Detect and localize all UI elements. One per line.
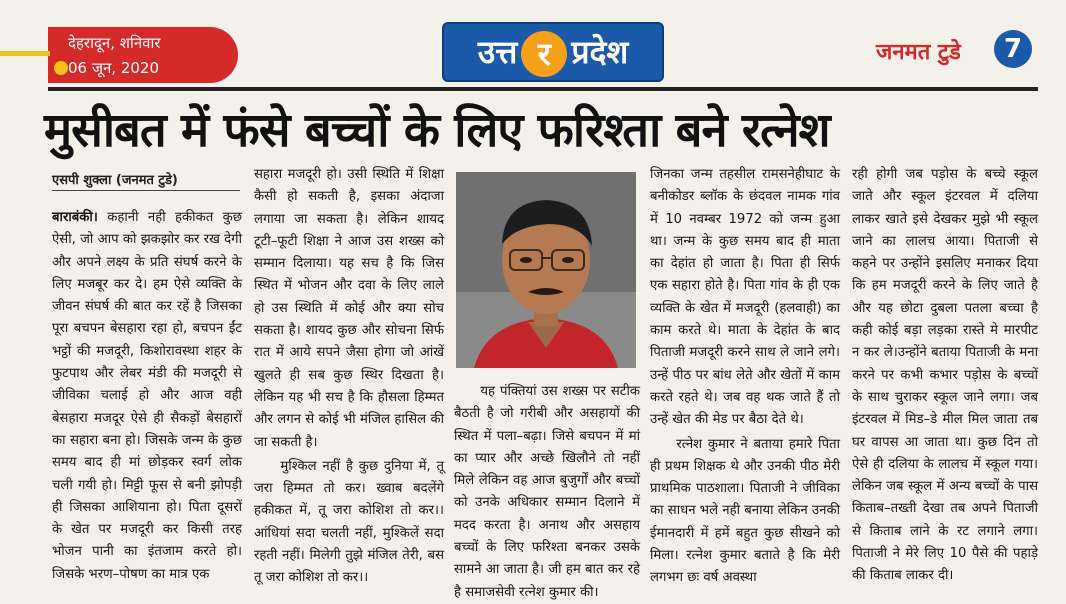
column-4-para-2: रत्नेश कुमार ने बताया हमारे पिता ही प्रथम शिक्षक थे और उनकी पीठ मेरी प्राथमिक पाठशाला। पिताजी ने जीविका का साधन भले नही बनाया लेकिन उनकी ईमानदारी में हमें बहुत कुछ सीखने को मिला। रत्नेश कुमार बताते है कि मेरी लगभग छः वर्ष अवस्था: [650, 436, 840, 586]
byline: एसपी शुक्ला (जनमत टुडे): [52, 173, 178, 188]
sun-icon: [54, 61, 68, 75]
column-1-text: कहानी नही हकीकत कुछ ऐसी, जो आप को झकझोर कर रख देगी और अपने लक्ष्य के प्रति संघर्ष करने के लिए मजबूर कर दे। हम ऐसे व्यक्ति के जीवन संघर्ष की बात कर रहें है जिसका पूरा बचपन बेसहारा रहा हो, बचपन ईंट भट्ठों की मजदूरी, किशोरावस्था शहर के फुटपाथ और लेबर मंडी की मजदूरी से जीविका चलाई हो और आज वही बेसहारा मजदूर ऐसे ही सैकड़ों बेसहारों का सहारा बना हो। जिसके जन्म के कुछ समय बाद ही मां छोड़कर स्वर्ग लोक चली गयी हो। मिट्टी फूस से बनी झोपड़ी ही जिसका आशियाना हो। पिता दूसरों के खेत पर मजदूरी कर किसी तरह भोजन पानी का इंतजाम करते हो। जिसके भरण–पोषण का मात्र एक: [52, 210, 242, 582]
date-banner: [48, 27, 238, 83]
banner-stripe: [0, 51, 50, 56]
byline-rule: [52, 190, 240, 191]
portrait-photo: [456, 172, 636, 368]
logo-right: प्रदेश: [571, 33, 629, 71]
logo-left: उत्त: [477, 33, 518, 71]
page-number: 7: [994, 30, 1032, 68]
article-column-1: [52, 207, 242, 586]
logo-mid: र: [521, 31, 567, 77]
article-column-4: [650, 164, 840, 590]
column-4-para-1: जिनका जन्म तहसील रामसनेहीघाट के बनीकोडर ब्लॉक के छंदवल नामक गांव में 10 नवम्बर 1972 को जन्म हुआ था। जन्म के कुछ समय बाद ही माता का देहांत हो जाता है। पिता ही सिर्फ एक सहारा होते है। पिता गांव के ही एक व्यक्ति के खेत में मजदूरी (हलवाही) का काम करते थे। माता के देहांत के बाद पिताजी मजदूरी करने साथ ले जाने लगे। उन्हें पीठ पर बांध लेते और खेतों में काम करते रहते थे। जब वह थक जाते हैं तो उन्हें खेत की मेड पर बैठा देते थे।: [650, 167, 840, 428]
portrait-illustration: [456, 172, 636, 368]
column-2-para-1: सहारा मजदूरी हो। उसी स्थिति में शिक्षा कैसी हो सकती है, इसका अंदाजा लगाया जा सकता है। लेकिन शायद टूटी–फूटी शिक्षा ने आज उस शख्स को सम्मान दिलाया। यह सच है कि जिस स्थित में भोजन और दवा के लिए लाले हो उस स्थिति में कोई और क्या सोच सकता है। शायद कुछ और सोचना सिर्फ रात में आये सपने जैसा होगा जो आंखें खुलते ही सब कुछ स्थिर दिखता है। लेकिन यह भी सच है कि हौसला हिम्मत और लगन से कोई भी मंजिल हासिल की जा सकती है।: [254, 167, 444, 450]
dateline: बाराबंकी।: [52, 210, 98, 225]
headline: मुसीबत में फंसे बच्चों के लिए फरिश्ता बने रत्नेश: [44, 103, 830, 158]
article-column-2: [254, 164, 444, 590]
city-day: देहरादून, शनिवार: [68, 34, 161, 52]
article-column-3: [454, 381, 640, 604]
brand-name: जनमत टुडे: [876, 40, 961, 65]
column-2-para-2: मुश्किल नहीं है कुछ दुनिया में, तू जरा हिम्मत तो कर। ख्वाब बदलेंगे हकीकत में, तू जरा कोशिश तो कर।।आंधियां सदा चलती नहीं, मुश्किलें सदा रहती नहीं। मिलेगी तुझे मंजिल तेरी, बस तू जरा कोशिश तो कर।।: [254, 458, 444, 586]
header-rule: [48, 87, 1038, 91]
column-5-text: रही होगी जब पड़ोस के बच्चे स्कूल जाते और स्कूल इंटरवल में दलिया लाकर खाते इसे देखकर मुझे भी स्कूल जाने का लालच आया। पिताजी से कहने पर उन्होंने इसलिए मनाकर दिया कि हम मजदूरी करने के लिए जाते है और यह छोटा दुबला पतला बच्चा है कही कोई बड़ा लड़का रास्ते मे मारपीट न कर ले।उन्होंने बताया पिताजी के मना करने पर कभी कभार पड़ोस के बच्चों के साथ चुराकर स्कूल जाने लगा। जब इंटरवल में मिड–डे मील मिल जाता तब घर वापस आ जाता था। कुछ दिन तो ऐसे ही दलिया के लालच में स्कूल गया। लेकिन जब स्कूल में अन्य बच्चों के पास किताब–तख्ती देखा तब अपने पिताजी से किताब लाने के रट लगाने लगा। पिताजी ने मेरे लिए 10 पैसे की पहाड़े की किताब लाकर दी।: [852, 167, 1038, 584]
section-logo: [442, 22, 664, 82]
newspaper-brand: [876, 30, 1036, 72]
column-3-text: यह पंक्तियां उस शख्स पर सटीक बैठती है जो गरीबी और असहायों की स्थित में पला–बढ़ा। जिसे बचपन में मां का प्यार और अच्छे खिलौने तो नहीं मिले लेकिन वह आज बुजुर्गों और बच्चों को उनके अधिकार सम्मान दिलाने में मदद करता है। अनाथ और असहाय बच्चों के लिए फरिश्ता बनकर उसके सामने आ जाता है। जी हम बात कर रहे है समाजसेवी रत्नेश कुमार की।: [454, 384, 640, 600]
article-column-5: [852, 164, 1038, 588]
issue-date: 06 जून, 2020: [68, 59, 160, 77]
